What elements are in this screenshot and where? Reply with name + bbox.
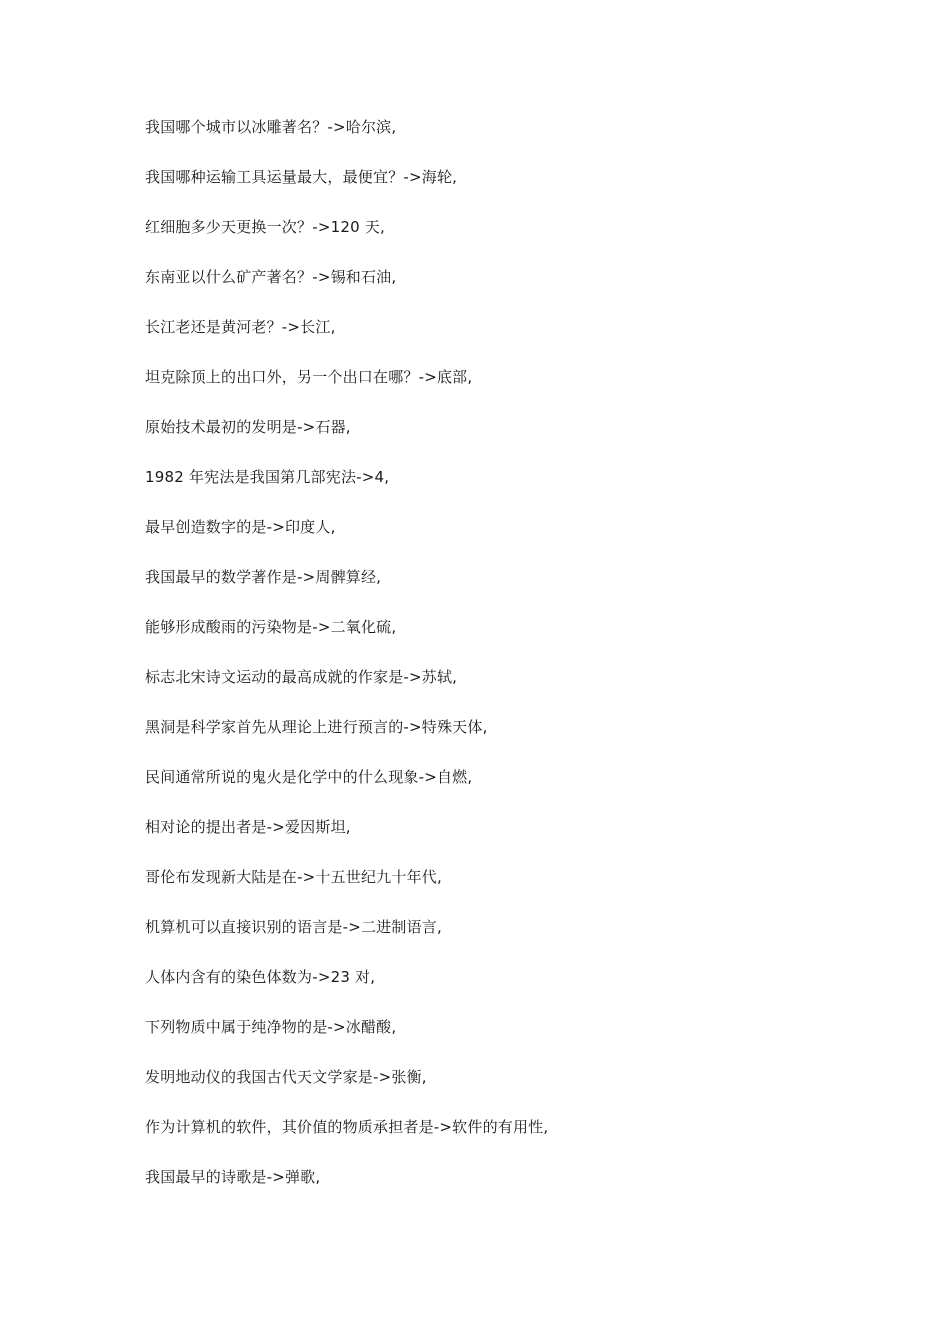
qa-line: 长江老还是黄河老？->长江, <box>145 318 336 336</box>
qa-line: 我国最早的数学著作是->周髀算经, <box>145 568 382 586</box>
qa-line: 能够形成酸雨的污染物是->二氧化硫, <box>145 618 397 636</box>
qa-line: 我国最早的诗歌是->弹歌, <box>145 1168 321 1186</box>
qa-line: 人体内含有的染色体数为->23 对, <box>145 968 376 986</box>
qa-line: 民间通常所说的鬼火是化学中的什么现象->自燃, <box>145 768 473 786</box>
qa-line: 东南亚以什么矿产著名？->锡和石油, <box>145 268 397 286</box>
qa-line: 作为计算机的软件，其价值的物质承担者是->软件的有用性, <box>145 1118 549 1136</box>
qa-line: 哥伦布发现新大陆是在->十五世纪九十年代, <box>145 868 442 886</box>
qa-line: 我国哪种运输工具运量最大，最便宜？->海轮, <box>145 168 458 186</box>
qa-line: 标志北宋诗文运动的最高成就的作家是->苏轼, <box>145 668 458 686</box>
qa-line: 相对论的提出者是->爱因斯坦, <box>145 818 351 836</box>
qa-line: 我国哪个城市以冰雕著名？->哈尔滨, <box>145 118 397 136</box>
qa-line: 下列物质中属于纯净物的是->冰醋酸, <box>145 1018 397 1036</box>
qa-line: 机算机可以直接识别的语言是->二进制语言, <box>145 918 442 936</box>
qa-line: 最早创造数字的是->印度人, <box>145 518 336 536</box>
qa-line: 发明地动仪的我国古代天文学家是->张衡, <box>145 1068 427 1086</box>
qa-line: 黑洞是科学家首先从理论上进行预言的->特殊天体, <box>145 718 488 736</box>
qa-line: 红细胞多少天更换一次？->120 天, <box>145 218 385 236</box>
qa-line: 原始技术最初的发明是->石器, <box>145 418 351 436</box>
qa-line: 1982 年宪法是我国第几部宪法->4, <box>145 468 390 486</box>
qa-list <box>145 112 905 1212</box>
qa-line: 坦克除顶上的出口外，另一个出口在哪？->底部, <box>145 368 473 386</box>
